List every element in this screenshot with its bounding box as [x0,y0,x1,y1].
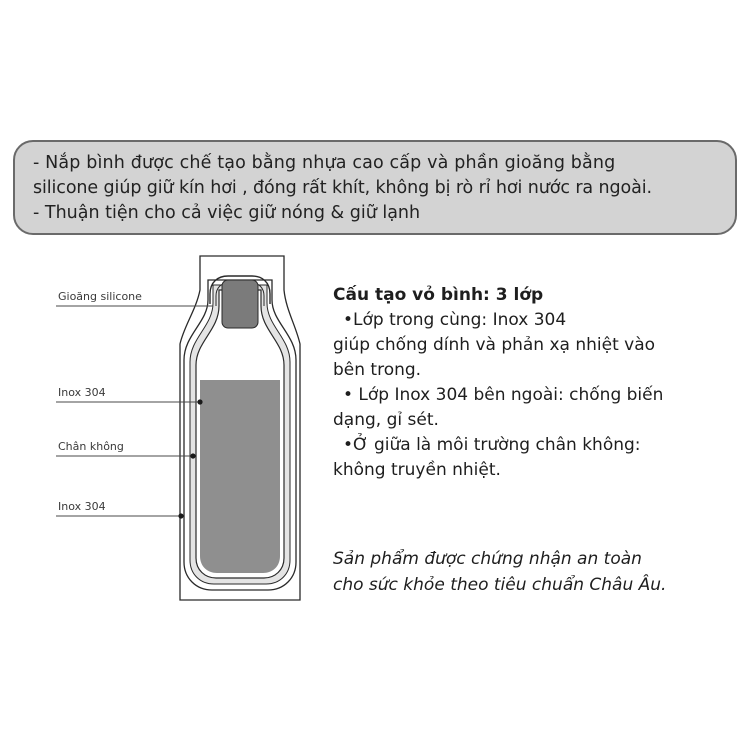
label-outer-steel: Inox 304 [58,500,106,513]
lid-stopper [222,280,258,328]
info-line-1: - Nắp bình được chế tạo bằng nhựa cao cấp và phần gioăng bằng [33,153,616,173]
vacuum-dot [190,453,195,458]
bullet-inner-line-2: giúp chống dính và phản xạ nhiệt vào [333,335,656,355]
structure-description [333,283,733,483]
bullet-vacuum-line-1: •Ở giữa là môi trường chân không: [343,435,641,455]
outer-dot [178,513,183,518]
label-gasket: Gioăng silicone [58,290,142,303]
bullet-vacuum-line-2: không truyền nhiệt. [333,460,501,480]
bullet-outer-line-2: dạng, gỉ sét. [333,410,439,430]
inner-dot [197,399,202,404]
certification-line-2: cho sức khỏe theo tiêu chuẩn Châu Âu. [333,575,667,595]
label-inner-steel: Inox 304 [58,386,106,399]
certification-line-1: Sản phẩm được chứng nhận an toàn [333,549,642,569]
liquid [200,380,280,573]
certification-note [333,546,733,598]
label-vacuum: Chân không [58,440,124,453]
info-line-2: silicone giúp giữ kín hơi , đóng rất khít, không bị rò rỉ hơi nước ra ngoài. [33,178,652,198]
bullet-inner-line-3: bên trong. [333,360,422,380]
info-line-3: - Thuận tiện cho cả việc giữ nóng & giữ lạnh [33,203,421,223]
bullet-outer-line-1: • Lớp Inox 304 bên ngoài: chống biến [343,385,664,405]
structure-heading: Cấu tạo vỏ bình: 3 lớp [333,285,544,305]
bullet-inner-line-1: •Lớp trong cùng: Inox 304 [343,310,567,330]
